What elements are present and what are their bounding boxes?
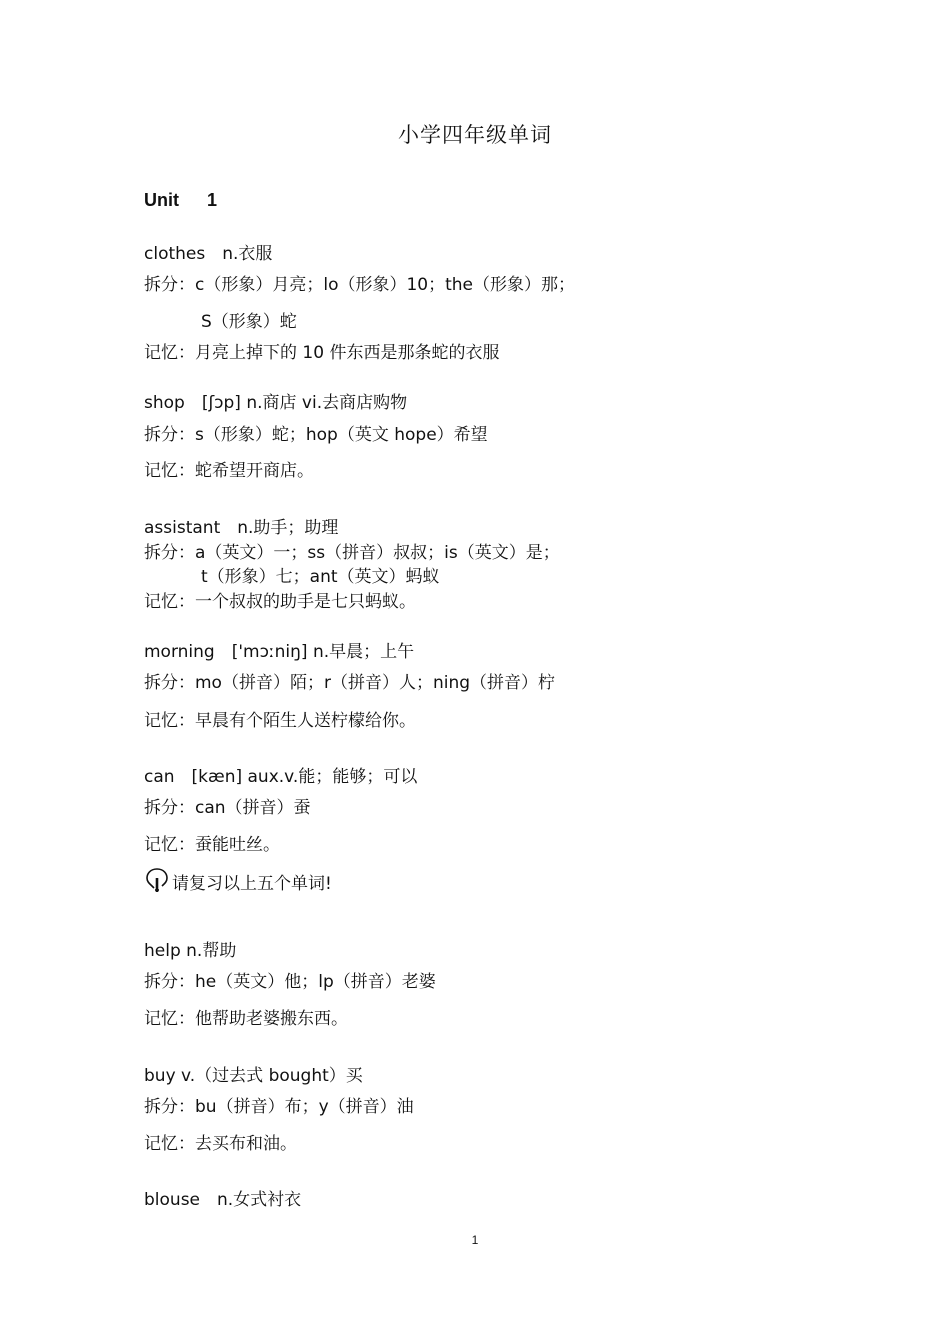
memory-line: 记忆：早晨有个陌生人送柠檬给你。: [144, 711, 416, 731]
split-line: 拆分：can（拼音）蚕: [144, 798, 311, 818]
split-line-continued: t（形象）七；ant（英文）蚂蚁: [201, 567, 440, 587]
memory-line: 记忆：月亮上掉下的 10 件东西是那条蛇的衣服: [144, 343, 500, 363]
split-line: 拆分：a（英文）一；ss（拼音）叔叔；is（英文）是；: [144, 543, 560, 563]
split-line: 拆分：he（英文）他；lp（拼音）老婆: [144, 972, 436, 992]
memory-line: 记忆：一个叔叔的助手是七只蚂蚁。: [144, 592, 416, 612]
split-line: 拆分：c（形象）月亮；lo（形象）10；the（形象）那；: [144, 275, 576, 295]
word-entry-clothes: clothes n.衣服: [144, 244, 273, 264]
page-title: 小学四年级单词: [398, 123, 552, 147]
review-tip: [144, 866, 332, 896]
word-entry-assistant: assistant n.助手；助理: [144, 518, 339, 538]
memory-line: 记忆：他帮助老婆搬东西。: [144, 1009, 348, 1029]
page-number: 1: [471, 1233, 479, 1247]
split-line: 拆分：s（形象）蛇；hop（英文 hope）希望: [144, 425, 488, 445]
unit-label: Unit: [144, 190, 179, 210]
memory-line: 记忆：蚕能吐丝。: [144, 835, 280, 855]
unit-heading: [144, 190, 217, 211]
lightbulb-icon: [144, 866, 170, 896]
split-line-continued: S（形象）蛇: [201, 312, 297, 332]
unit-number: 1: [207, 190, 218, 210]
split-line: 拆分：bu（拼音）布；y（拼音）油: [144, 1097, 414, 1117]
memory-line: 记忆：去买布和油。: [144, 1134, 297, 1154]
word-entry-help: help n.帮助: [144, 941, 237, 961]
word-entry-morning: morning ['mɔːniŋ] n.早晨；上午: [144, 642, 415, 662]
tip-text: 请复习以上五个单词!: [172, 873, 332, 894]
memory-line: 记忆：蛇希望开商店。: [144, 461, 314, 481]
word-entry-can: can [kæn] aux.v.能；能够；可以: [144, 767, 418, 787]
word-entry-buy: buy v.（过去式 bought）买: [144, 1066, 363, 1086]
word-entry-shop: shop [ʃɔp] n.商店 vi.去商店购物: [144, 393, 408, 413]
word-entry-blouse: blouse n.女式衬衣: [144, 1190, 302, 1210]
split-line: 拆分：mo（拼音）陌；r（拼音）人；ning（拼音）柠: [144, 673, 556, 693]
